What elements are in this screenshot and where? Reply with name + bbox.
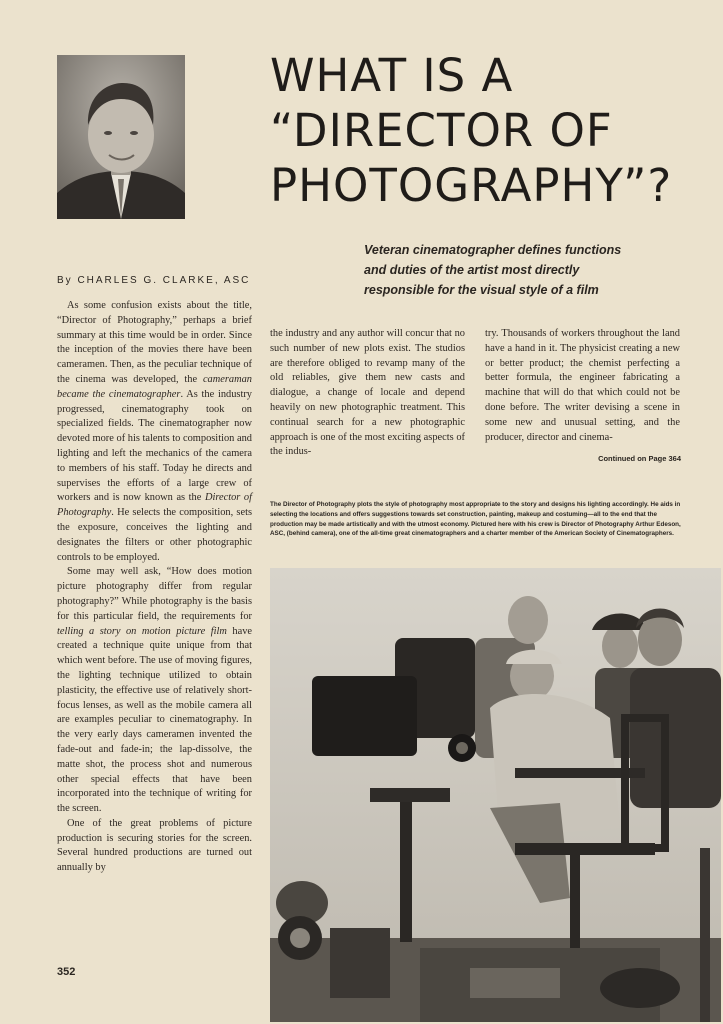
column-2-text: the industry and any author will concur that no such number of new plots exist. The studios are therefore obliged to revamp many of the old reliables, give them new casts and dialogue, a change of locale and depend heavily on new photographic treatment. This continual search for a new photographic approach is one of the most exciting aspects of the indus- [270,328,465,458]
crew-photo [270,568,721,1022]
article-headline [270,48,710,213]
photo-caption: The Director of Photography plots the style of photography most appropriate to the story and designs his lighting accordingly. He aids in selecting the locations and offers suggestions towards set construction, painting, makeup and costuming—all to the end that the production may be made artistically and with the utmost economy. Pictured here with his crew is Director of Photography Arthur Edeson, ASC, (behind camera), one of the all-time great cinematographers and a charter member of the American Society of Cinematographers. [270,501,681,538]
paragraph-2-text: Some may well ask, “How does motion picture photography differ from regular photography?” While photography is the basis for this particular field, the requirements for [57,566,252,622]
byline: By CHARLES G. CLARKE, ASC [57,275,251,286]
paragraph-1-emphasis-2: Director of Photography [57,492,253,519]
paragraph-2 [57,565,252,817]
headline-line-3: PHOTOGRAPHY”? [270,159,673,212]
article-column-1 [57,299,252,876]
paragraph-3: One of the great problems of picture production is securing stories for the screen. Several hundred productions are turned out annually by [57,817,252,874]
paragraph-1-emphasis: cameraman became the cinematographer [57,373,252,400]
paragraph-1 [57,299,252,565]
page-number: 352 [57,966,76,978]
headline-line-1: WHAT IS A [270,49,514,102]
article-column-2 [270,327,465,460]
column-3-text: try. Thousands of workers throughout the land have a hand in it. The physicist creating a new or better product; the chemist perfecting a better formula, the engineer fabricating a machine that will do that which could not be done before. The writer devising a scene in some new and unusual setting, and the producer, director and cinema- [485,328,680,443]
paragraph-2-text-2: have created a technique quite unique from that which went before. The use of moving figures, the lighting technique utilized to obtain plasticity, the effective use of relatively short-focus lenses, as well as the mobile camera all are examples peculiar to cinematography. In the very early days cameramen invented the fade-out and fade-in; the lap-dissolve, the matte shot, the process shot and numerous other special effects that have been incorporated into the technique of writing for the screen. [57,625,253,815]
headline-line-2: “DIRECTOR OF [270,104,613,157]
author-portrait [57,55,185,219]
article-column-3 [485,327,680,445]
paragraph-1-text: As some confusion exists about the title, “Director of Photography,” perhaps a brief summary at this time would be in order. Since the inception of the movies there have been cameramen. Then, as the peculiar technique of the cinema was developed, the [57,300,252,385]
paragraph-2-emphasis: telling a story on motion picture film [57,625,227,637]
subhead-line-1: Veteran cinematographer defines functions [364,243,622,257]
article-subhead [364,240,664,300]
continued-notice: Continued on Page 364 [598,454,681,463]
subhead-line-3: responsible for the visual style of a film [364,283,599,297]
subhead-line-2: and duties of the artist most directly [364,263,580,277]
paragraph-1-text-3: . He selects the composition, sets the exposure, conceives the lighting and designates the filters or other photographic controls to be employed. [57,507,252,563]
paragraph-1-text-2: . As the industry progressed, cinematography took on specialized fields. The cinematographer now devoted more of his talents to composition and lighting and left the mechanics of the camera to members of his staff. Today he directs and supervises the efforts of a large crew of workers and is now known as the [57,388,252,504]
